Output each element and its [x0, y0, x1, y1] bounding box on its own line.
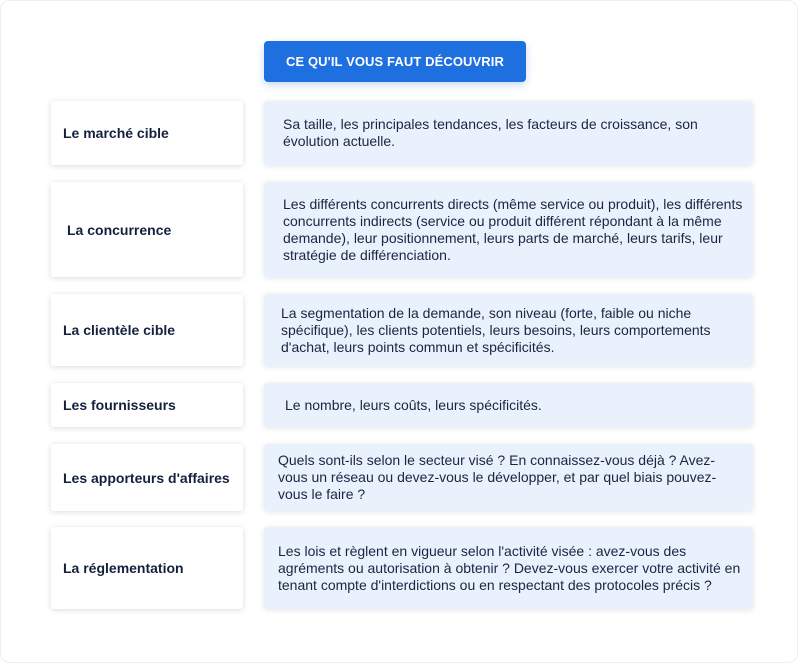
- row-label-text: La concurrence: [67, 221, 172, 238]
- row-description-marche-cible: [264, 101, 753, 165]
- row-label-fournisseurs: [51, 383, 243, 427]
- row-description-text: Le nombre, leurs coûts, leurs spécificités.: [285, 396, 542, 413]
- row-description-apporteurs-affaires: [264, 444, 753, 511]
- row-description-reglementation: [264, 527, 753, 609]
- row-label-text: La clientèle cible: [63, 322, 176, 338]
- header-button[interactable]: [264, 41, 526, 82]
- row-label-text: Les fournisseurs: [63, 397, 176, 413]
- row-description-text: Quels sont-ils selon le secteur visé ? En connaissez-vous déjà ? Avez-vous un réseau ou devez-vous le développer, et par quel biais pouvez-vous le faire ?: [278, 452, 717, 502]
- row-label-apporteurs-affaires: [51, 444, 243, 511]
- row-description-fournisseurs: [264, 383, 753, 427]
- row-description-text: Les différents concurrents directs (même service ou produit), les différents concurrents indirects (service ou produit différent répondant à la même demande), leur positionnement, leurs parts de marché, leurs tarifs, leur stratégie de différenciation.: [283, 195, 743, 263]
- row-label-concurrence: [51, 182, 243, 277]
- row-description-text: La segmentation de la demande, son niveau (forte, faible ou niche spécifique), les clients potentiels, leurs besoins, leurs comportements d'achat, leurs points commun et spécificités.: [281, 304, 711, 355]
- header-title: CE QU'IL VOUS FAUT DÉCOUVRIR: [285, 54, 504, 69]
- row-description-clientele-cible: [264, 294, 753, 366]
- row-label-reglementation: [51, 527, 243, 609]
- row-label-clientele-cible: [51, 294, 243, 366]
- row-label-text: La réglementation: [63, 560, 184, 576]
- row-label-text: Les apporteurs d'affaires: [63, 469, 230, 486]
- row-description-text: Sa taille, les principales tendances, les facteurs de croissance, son évolution actuelle.: [283, 116, 698, 149]
- row-label-text: Le marché cible: [63, 125, 169, 141]
- row-description-concurrence: [264, 182, 753, 277]
- row-label-marche-cible: [51, 101, 243, 165]
- row-description-text: Les lois et règlent en vigueur selon l'activité visée : avez-vous des agréments ou autorisation à obtenir ? Devez-vous exercer votre activité en tenant compte d'interdictions ou en respectant des protocoles précis ?: [278, 542, 741, 593]
